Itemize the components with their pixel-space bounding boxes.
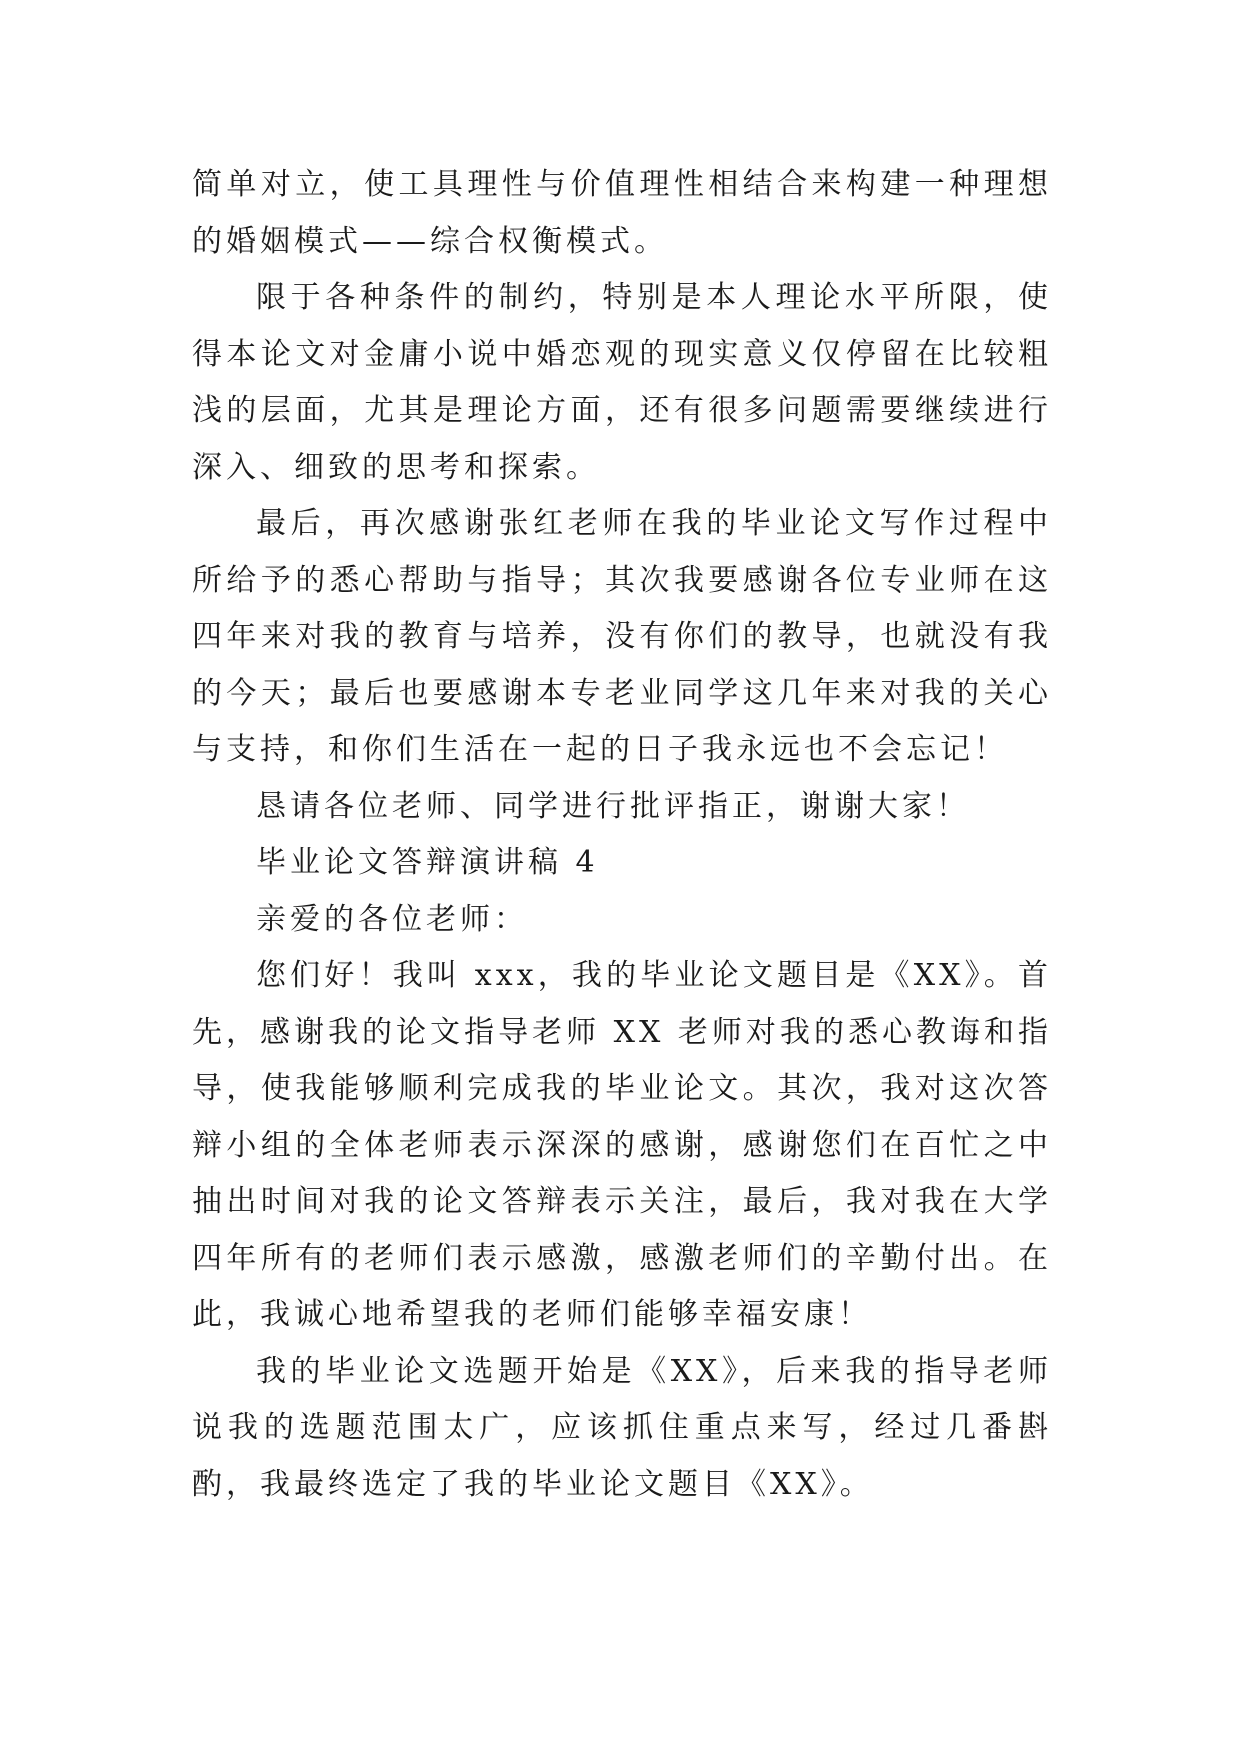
paragraph: 简单对立，使工具理性与价值理性相结合来构建一种理想的婚姻模式——综合权衡模式。 bbox=[192, 167, 1052, 259]
salutation: 亲爱的各位老师： bbox=[256, 901, 528, 937]
paragraph: 最后，再次感谢张红老师在我的毕业论文写作过程中所给予的悉心帮助与指导；其次我要感谢各位专业师在这四年来对我的教育与培养，没有你们的教导，也就没有我的今天；最后也要感谢本专老业同学这几年来对我的关心与支持，和你们生活在一起的日子我永远也不会忘记！ bbox=[192, 506, 1052, 767]
paragraph: 您们好！我叫 xxx，我的毕业论文题目是《XX》。首先，感谢我的论文指导老师 XX 老师对我的悉心教诲和指导，使我能够顺利完成我的毕业论文。其次，我对这次答辩小组的全体老师表示深深的感谢，感谢您们在百忙之中抽出时间对我的论文答辩表示关注，最后，我对我在大学四年所有的老师们表示感激，感激老师们的辛勤付出。在此，我诚心地希望我的老师们能够幸福安康！ bbox=[192, 958, 1052, 1332]
paragraph: 恳请各位老师、同学进行批评指正，谢谢大家！ bbox=[256, 788, 970, 824]
document-body bbox=[192, 157, 1052, 1513]
paragraph: 限于各种条件的制约，特别是本人理论水平所限，使得本论文对金庸小说中婚恋观的现实意义仅停留在比较粗浅的层面，尤其是理论方面，还有很多问题需要继续进行深入、细致的思考和探索。 bbox=[192, 280, 1052, 485]
section-heading: 毕业论文答辩演讲稿 4 bbox=[256, 845, 599, 880]
paragraph: 我的毕业论文选题开始是《XX》，后来我的指导老师说我的选题范围太广，应该抓住重点来写，经过几番斟酌，我最终选定了我的毕业论文题目《XX》。 bbox=[192, 1353, 1052, 1502]
